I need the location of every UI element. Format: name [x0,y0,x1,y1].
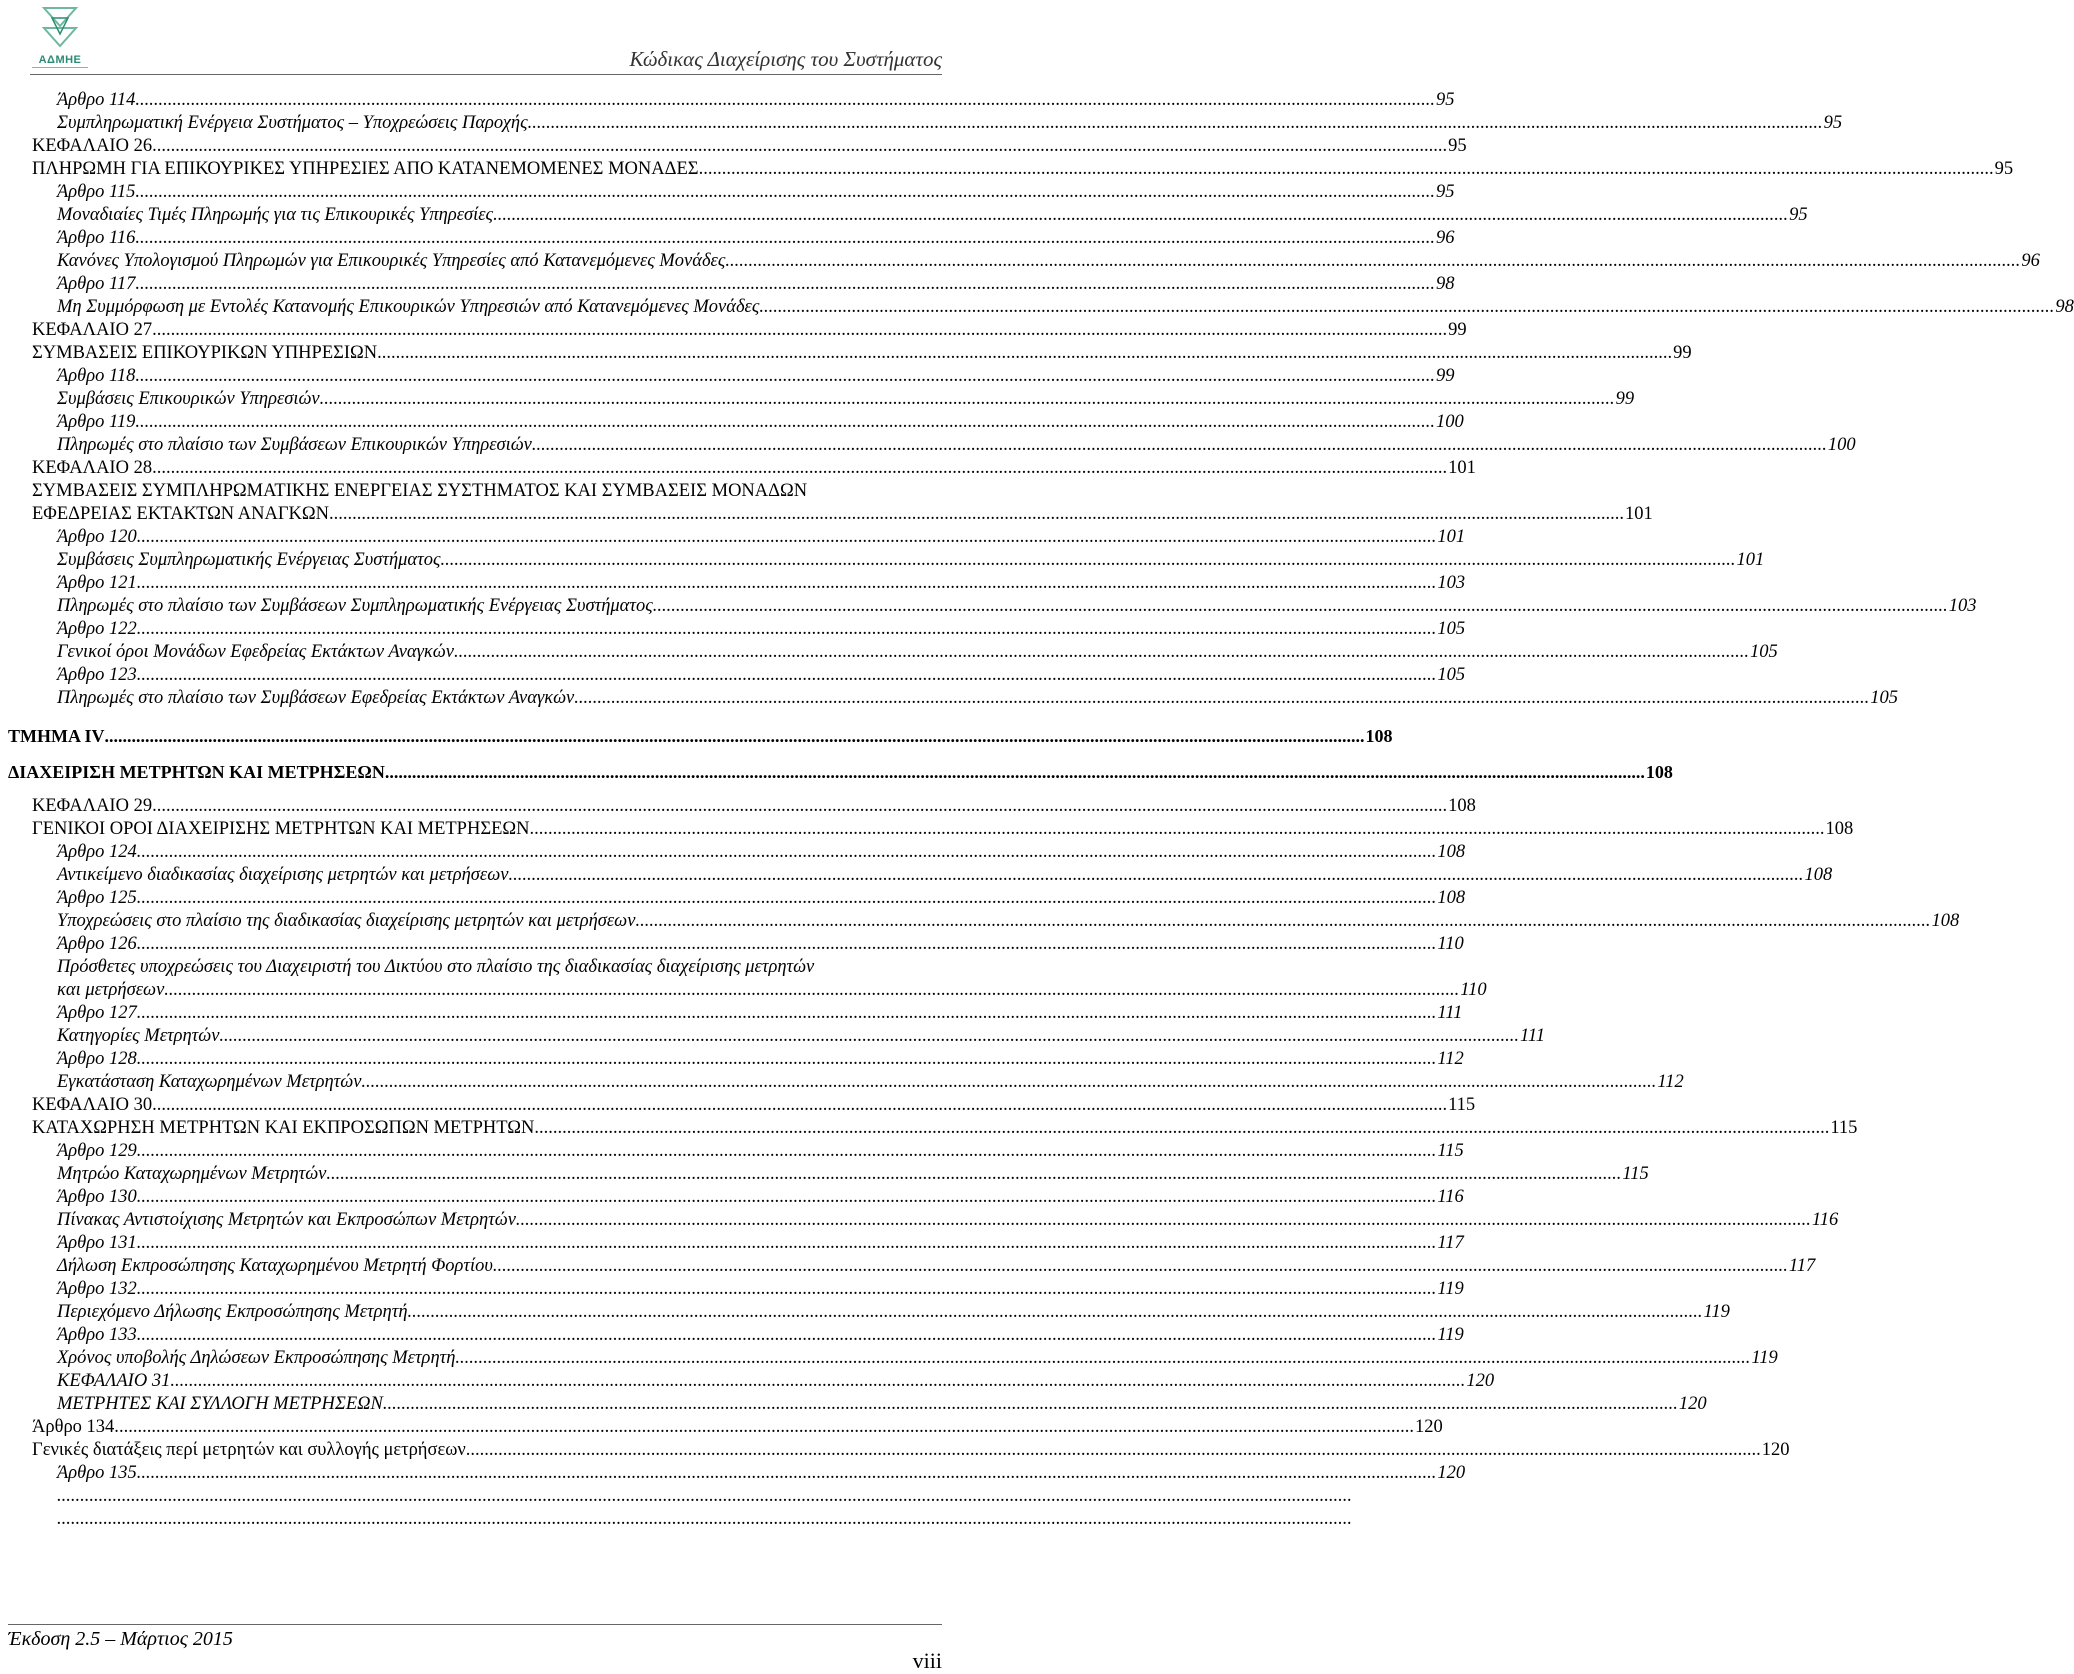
logo-mark-icon [30,4,90,54]
toc-entry[interactable]: Άρθρο 120. ..... 101 [57,525,942,549]
toc-entry[interactable]: Πληρωμές στο πλαίσιο των Συμβάσεων Επικουρικών Υπηρεσιών ..... 100 [57,433,942,457]
toc-entry[interactable]: ΕΦΕΔΡΕΙΑΣ ΕΚΤΑΚΤΩΝ ΑΝΑΓΚΩΝ ..... 101 [32,502,942,526]
toc-entry[interactable]: Άρθρο 130. ..... 116 [57,1185,942,1209]
toc-entry[interactable]: Γενικές διατάξεις περί μετρητών και συλλογής μετρήσεων ..... 120 [32,1438,942,1462]
toc-entry[interactable]: Συμβάσεις Συμπληρωματικής Ενέργειας Συστήματος ..... 101 [57,548,942,572]
toc-entry[interactable]: Άρθρο 121. ..... 103 [57,571,942,595]
toc-entry[interactable]: ΚΕΦΑΛΑΙΟ 28 ..... 101 [32,456,942,480]
toc-entry[interactable] [57,1484,942,1508]
edition-label: Έκδοση 2.5 – Μάρτιος 2015 [8,1628,233,1650]
toc-entry[interactable]: Πίνακας Αντιστοίχισης Μετρητών και Εκπροσώπων Μετρητών ..... 116 [57,1208,942,1232]
document-title: Κώδικας Διαχείρισης του Συστήματος [629,47,942,71]
admie-logo [30,4,90,72]
toc-entry[interactable]: Συμβάσεις Επικουρικών Υπηρεσιών ..... 99 [57,387,942,411]
toc-entry[interactable]: ΠΛΗΡΩΜΗ ΓΙΑ ΕΠΙΚΟΥΡΙΚΕΣ ΥΠΗΡΕΣΙΕΣ ΑΠΟ ΚΑΤΑΝΕΜΟΜΕΝΕΣ ΜΟΝΑΔΕΣ ..... 95 [32,157,942,181]
toc-entry[interactable]: Άρθρο 132. ..... 119 [57,1277,942,1301]
toc-entry[interactable]: Άρθρο 133. ..... 119 [57,1323,942,1347]
toc-entry[interactable]: Άρθρο 115. ..... 95 [57,180,942,204]
toc-entry[interactable]: Συμπληρωματική Ενέργεια Συστήματος – Υποχρεώσεις Παροχής ..... 95 [57,111,942,135]
toc-entry[interactable]: Άρθρο 116. ..... 96 [57,226,942,250]
toc-entry[interactable]: Άρθρο 135. ..... 120 [57,1461,942,1485]
toc-entry[interactable]: Κανόνες Υπολογισμού Πληρωμών για Επικουρικές Υπηρεσίες από Κατανεμόμενες Μονάδες ..... 96 [57,249,942,273]
toc-entry[interactable]: Πληρωμές στο πλαίσιο των Συμβάσεων Εφεδρείας Εκτάκτων Αναγκών ..... 105 [57,686,942,710]
header-divider [30,74,942,75]
toc-entry[interactable]: Άρθρο 127. ..... 111 [57,1001,942,1025]
toc-entry[interactable]: Άρθρο 123. ..... 105 [57,663,942,687]
toc-entry[interactable]: Περιεχόμενο Δήλωσης Εκπροσώπησης Μετρητή ..... 119 [57,1300,942,1324]
toc-entry[interactable]: ΣΥΜΒΑΣΕΙΣ ΕΠΙΚΟΥΡΙΚΩΝ ΥΠΗΡΕΣΙΩΝ ..... 99 [32,341,942,365]
toc-entry[interactable]: Άρθρο 119. ..... 100 [57,410,942,434]
toc-entry[interactable]: Άρθρο 117. ..... 98 [57,272,942,296]
toc-entry[interactable]: ΚΕΦΑΛΑΙΟ 29 ..... 108 [32,794,942,818]
toc-entry[interactable]: Άρθρο 134. ..... 120 [32,1415,942,1439]
toc-entry[interactable]: ΚΕΦΑΛΑΙΟ 31 ..... 120 [57,1369,942,1393]
toc-entry[interactable]: ΚΑΤΑΧΩΡΗΣΗ ΜΕΤΡΗΤΩΝ ΚΑΙ ΕΚΠΡΟΣΩΠΩΝ ΜΕΤΡΗΤΩΝ ..... 115 [32,1116,942,1140]
toc-section-entry[interactable]: ΤΜΗΜΑ IV ..... 108 [8,724,942,748]
toc-entry[interactable]: Άρθρο 114. ..... 95 [57,88,942,112]
toc-section-entry[interactable]: ΔΙΑΧΕΙΡΙΣΗ ΜΕΤΡΗΤΩΝ ΚΑΙ ΜΕΤΡΗΣΕΩΝ ..... 108 [8,760,942,784]
toc-entry[interactable]: Μητρώο Καταχωρημένων Μετρητών ..... 115 [57,1162,942,1186]
toc-entry[interactable]: Μη Συμμόρφωση με Εντολές Κατανομής Επικουρικών Υπηρεσιών από Κατανεμόμενες Μονάδες ..... 98 [57,295,942,319]
toc-entry[interactable]: Χρόνος υποβολής Δηλώσεων Εκπροσώπησης Μετρητή ..... 119 [57,1346,942,1370]
toc-entry[interactable]: ΓΕΝΙΚΟΙ ΟΡΟΙ ΔΙΑΧΕΙΡΙΣΗΣ ΜΕΤΡΗΤΩΝ ΚΑΙ ΜΕΤΡΗΣΕΩΝ ..... 108 [32,817,942,841]
toc-entry[interactable]: Γενικοί όροι Μονάδων Εφεδρείας Εκτάκτων Αναγκών ..... 105 [57,640,942,664]
toc-entry[interactable]: Εγκατάσταση Καταχωρημένων Μετρητών ..... 112 [57,1070,942,1094]
toc-entry[interactable]: Αντικείμενο διαδικασίας διαχείρισης μετρητών και μετρήσεων ..... 108 [57,863,942,887]
toc-entry[interactable]: ΜΕΤΡΗΤΕΣ ΚΑΙ ΣΥΛΛΟΓΗ ΜΕΤΡΗΣΕΩΝ ..... 120 [57,1392,942,1416]
toc-entry[interactable]: Άρθρο 122. ..... 105 [57,617,942,641]
toc-entry[interactable]: Κατηγορίες Μετρητών. ..... 111 [57,1024,942,1048]
footer-divider [8,1624,942,1625]
toc-entry-first-line[interactable]: Πρόσθετες υποχρεώσεις του Διαχειριστή του Δικτύου στο πλαίσιο της διαδικασίας διαχείρισης μετρητών [57,957,815,977]
toc-entry[interactable]: Μοναδιαίες Τιμές Πληρωμής για τις Επικουρικές Υπηρεσίες ..... 95 [57,203,942,227]
toc-entry[interactable]: ΚΕΦΑΛΑΙΟ 30 ..... 115 [32,1093,942,1117]
page-number: viii [912,1648,942,1673]
toc-entry[interactable]: Άρθρο 124. ..... 108 [57,840,942,864]
toc-entry[interactable]: Άρθρο 129. ..... 115 [57,1139,942,1163]
logo-text: ΑΔΜΗΕ [38,54,82,66]
toc-entry[interactable]: Άρθρο 131. ..... 117 [57,1231,942,1255]
toc-entry[interactable]: ΚΕΦΑΛΑΙΟ 27 ..... 99 [32,318,942,342]
toc-entry[interactable]: Υποχρεώσεις στο πλαίσιο της διαδικασίας διαχείρισης μετρητών και μετρήσεων ..... 108 [57,909,942,933]
toc-entry[interactable] [57,1507,942,1531]
toc-entry[interactable]: Άρθρο 126. ..... 110 [57,932,942,956]
toc-entry[interactable]: Άρθρο 118. ..... 99 [57,364,942,388]
toc-entry[interactable]: ΚΕΦΑΛΑΙΟ 26 ..... 95 [32,134,942,158]
toc-entry[interactable]: Άρθρο 125. ..... 108 [57,886,942,910]
toc-entry[interactable]: Πληρωμές στο πλαίσιο των Συμβάσεων Συμπληρωματικής Ενέργειας Συστήματος ..... 103 [57,594,942,618]
toc-entry[interactable]: και μετρήσεων ..... 110 [57,978,942,1002]
toc-entry-first-line[interactable]: ΣΥΜΒΑΣΕΙΣ ΣΥΜΠΛΗΡΩΜΑΤΙΚΗΣ ΕΝΕΡΓΕΙΑΣ ΣΥΣΤΗΜΑΤΟΣ ΚΑΙ ΣΥΜΒΑΣΕΙΣ ΜΟΝΑΔΩΝ [32,481,808,501]
toc-entry[interactable]: Άρθρο 128. ..... 112 [57,1047,942,1071]
page-header [0,0,960,80]
toc-entry[interactable]: Δήλωση Εκπροσώπησης Καταχωρημένου Μετρητή Φορτίου ..... 117 [57,1254,942,1278]
